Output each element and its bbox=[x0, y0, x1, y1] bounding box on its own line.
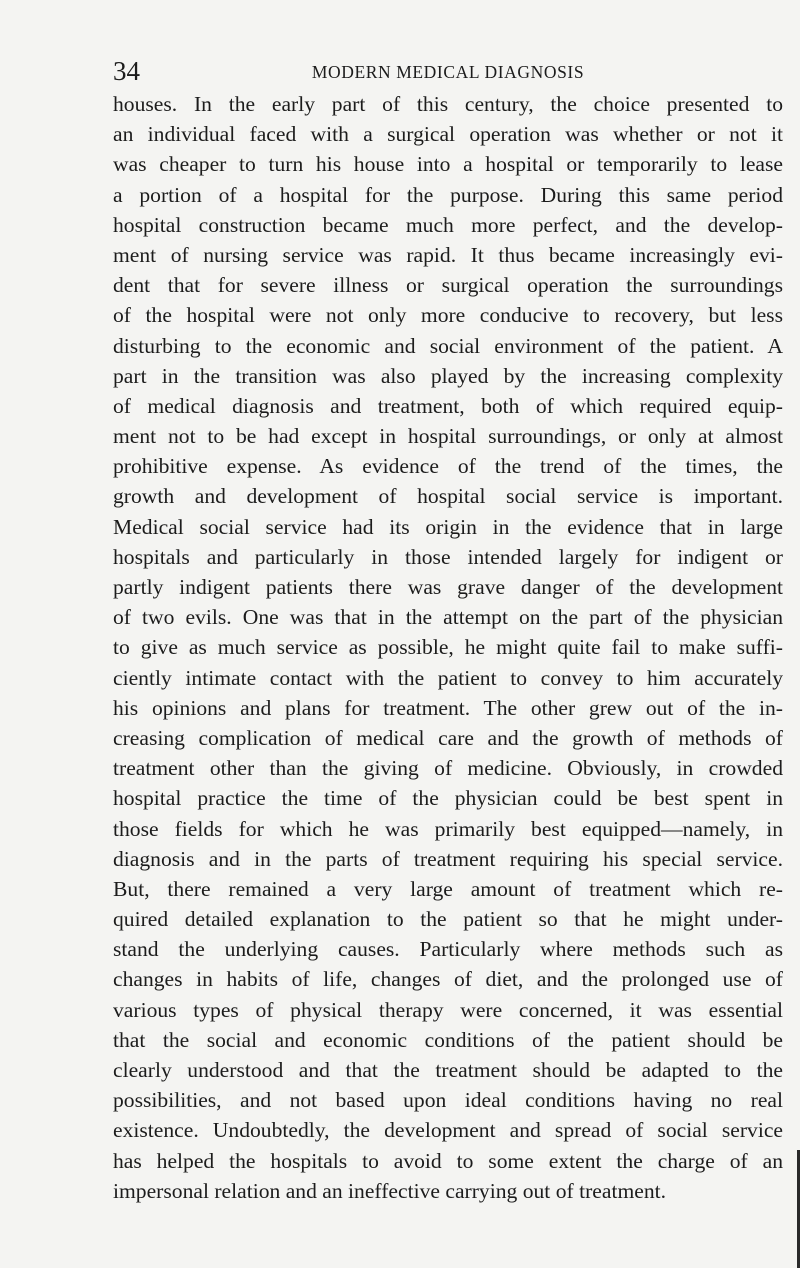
text-line: of the hospital were not only more conducive to recovery, but less bbox=[113, 303, 783, 328]
text-line: But, there remained a very large amount of treatment which re- bbox=[113, 876, 783, 901]
text-line: clearly understood and that the treatment should be adapted to the bbox=[113, 1058, 783, 1082]
text-line: hospital practice the time of the physician could be best spent in bbox=[113, 786, 783, 811]
text-line: impersonal relation and an ineffective carrying out of treatment. bbox=[113, 1178, 667, 1203]
text-line: ciently intimate contact with the patient to convey to him accurately bbox=[113, 665, 783, 690]
text-line: growth and development of hospital social service is important. bbox=[113, 484, 783, 509]
text-line: quired detailed explanation to the patient so that he might under- bbox=[113, 907, 783, 932]
page-number: 34 bbox=[113, 56, 140, 86]
text-line: of two evils. One was that in the attempt on the part of the physician bbox=[113, 605, 783, 630]
text-line: changes in habits of life, changes of diet, and the prolonged use of bbox=[113, 967, 783, 992]
text-line: has helped the hospitals to avoid to some extent the charge of an bbox=[113, 1148, 783, 1173]
text-line: an individual faced with a surgical operation was whether or not it bbox=[113, 122, 783, 147]
text-line: diagnosis and in the parts of treatment requiring his special service. bbox=[113, 846, 783, 871]
text-line: stand the underlying causes. Particularly where methods such as bbox=[113, 937, 783, 962]
text-line: to give as much service as possible, he might quite fail to make suffi- bbox=[113, 635, 783, 660]
text-line: ment of nursing service was rapid. It thus became increasingly evi- bbox=[113, 242, 783, 267]
text-line: hospital construction became much more perfect, and the develop- bbox=[113, 212, 783, 237]
text-line: prohibitive expense. As evidence of the trend of the times, the bbox=[113, 454, 783, 479]
text-line: hospitals and particularly in those intended largely for indigent or bbox=[113, 544, 783, 569]
text-line: various types of physical therapy were concerned, it was essential bbox=[113, 997, 783, 1022]
text-line: Medical social service had its origin in the evidence that in large bbox=[113, 514, 783, 539]
text-line: existence. Undoubtedly, the development and spread of social service bbox=[113, 1118, 783, 1143]
text-line: partly indigent patients there was grave danger of the development bbox=[113, 575, 783, 599]
text-line: his opinions and plans for treatment. The other grew out of the in- bbox=[113, 695, 783, 720]
body-text bbox=[113, 89, 783, 1206]
text-line: ment not to be had except in hospital surroundings, or only at almost bbox=[113, 424, 783, 449]
page-header bbox=[113, 56, 783, 90]
text-line: treatment other than the giving of medicine. Obviously, in crowded bbox=[113, 756, 783, 781]
text-line: those fields for which he was primarily best equipped—namely, in bbox=[113, 816, 783, 841]
text-line: disturbing to the economic and social environment of the patient. A bbox=[113, 333, 783, 358]
text-line: houses. In the early part of this century, the choice presented to bbox=[113, 92, 783, 116]
text-line: dent that for severe illness or surgical operation the surroundings bbox=[113, 273, 783, 298]
text-line: possibilities, and not based upon ideal conditions having no real bbox=[113, 1088, 783, 1113]
text-line: was cheaper to turn his house into a hospital or temporarily to lease bbox=[113, 152, 783, 177]
text-line: a portion of a hospital for the purpose. During this same period bbox=[113, 182, 783, 207]
text-line: that the social and economic conditions of the patient should be bbox=[113, 1027, 783, 1052]
running-head: MODERN MEDICAL DIAGNOSIS bbox=[311, 62, 585, 82]
text-line: of medical diagnosis and treatment, both of which required equip- bbox=[113, 393, 783, 418]
text-line: part in the transition was also played by the increasing complexity bbox=[113, 363, 783, 388]
text-line: creasing complication of medical care and the growth of methods of bbox=[113, 725, 783, 750]
